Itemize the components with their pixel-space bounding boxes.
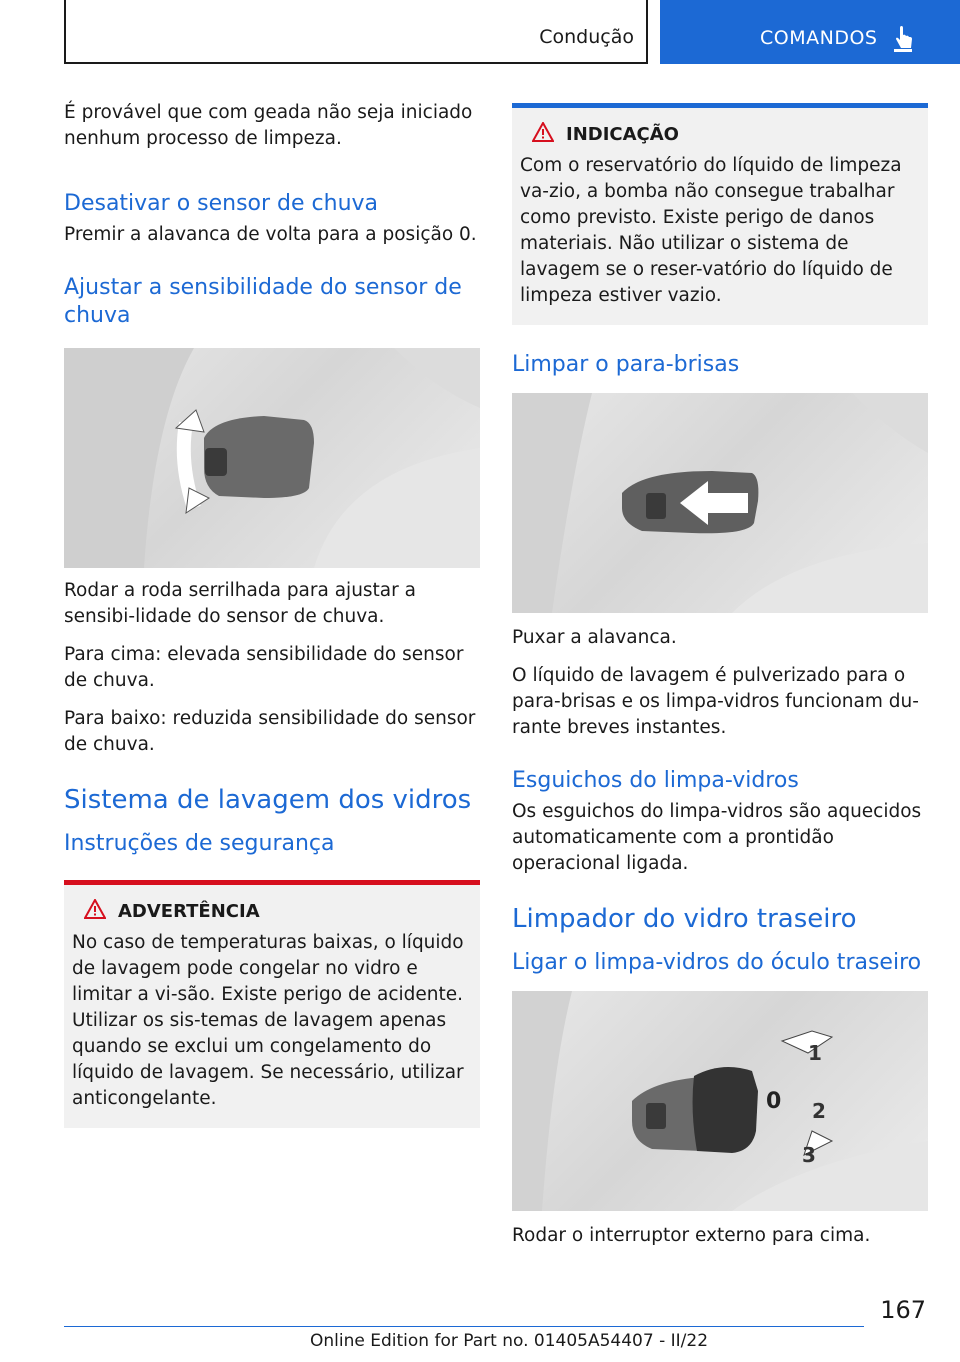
- note-box: [512, 103, 928, 325]
- page-number: 167: [880, 1296, 926, 1324]
- footer-divider: [64, 1326, 864, 1327]
- heading-rear-wiper: Limpador do vidro traseiro: [512, 904, 857, 934]
- rear-wiper-switch-illustration: [512, 991, 928, 1211]
- heading-washer-system: Sistema de lavagem dos vidros: [64, 785, 472, 815]
- heading-turn-on-rear-wiper: Ligar o limpa-vidros do óculo traseiro: [512, 950, 922, 975]
- paragraph-heated-jets: Os esguichos do limpa-vidros são aquecidos automaticamente com a prontidão operacional ligada.: [512, 801, 922, 874]
- warning-title: ADVERTÊNCIA: [118, 901, 260, 922]
- warning-text: No caso de temperaturas baixas, o líquido de lavagem pode congelar no vidro e limitar a vi-são. Existe perigo de acidente. Utilizar os sis-temas de lavagem apenas quando se exclui um congelamento do líquido de lavagem. Se necessário, utilizar anticongelante.: [72, 932, 464, 1109]
- note-triangle-icon: [532, 122, 554, 147]
- paragraph-down-low-sensitivity: Para baixo: reduzida sensibilidade do sensor de chuva.: [64, 708, 476, 755]
- paragraph-up-high-sensitivity: Para cima: elevada sensibilidade do sensor de chuva.: [64, 644, 464, 691]
- paragraph-fluid-sprayed: O líquido de lavagem é pulverizado para o para-brisas e os limpa-vidros funcionam du-rante breves instantes.: [512, 665, 919, 738]
- note-title: INDICAÇÃO: [566, 124, 679, 145]
- paragraph-rotate-switch-up: Rodar o interruptor externo para cima.: [512, 1225, 871, 1246]
- heading-adjust-sensitivity: Ajustar a sensibilidade do sensor de chuva: [64, 275, 462, 328]
- hand-pointer-icon: [892, 26, 914, 56]
- heading-clean-windshield: Limpar o para-brisas: [512, 352, 740, 377]
- heading-washer-jets: Esguichos do limpa-vidros: [512, 768, 799, 793]
- warning-box: [64, 880, 480, 1128]
- header-chapter-title: COMANDOS: [760, 27, 878, 49]
- paragraph-pull-lever: Puxar a alavanca.: [512, 627, 677, 648]
- header-chapter-tab[interactable]: [660, 0, 960, 64]
- left-column: [64, 100, 480, 1128]
- position-label-0: 0: [766, 1089, 782, 1114]
- right-column: [512, 103, 928, 1261]
- footer-edition: Online Edition for Part no. 01405A54407 - II/22: [310, 1331, 709, 1351]
- position-label-3: 3: [802, 1143, 816, 1167]
- warning-triangle-icon: [84, 899, 106, 924]
- note-text: Com o reservatório do líquido de limpeza va-zio, a bomba não consegue trabalhar como previsto. Existe perigo de danos materiais. Não utilizar o sistema de lavagem se o reser-vatório do líquido de limpeza estiver vazio.: [520, 155, 902, 306]
- header-section-title: Condução: [539, 26, 634, 48]
- paragraph-rotate-wheel: Rodar a roda serrilhada para ajustar a sensibi-lidade do sensor de chuva.: [64, 580, 416, 627]
- heading-safety-instructions: Instruções de segurança: [64, 831, 335, 856]
- thumbwheel-illustration: [64, 348, 480, 568]
- heading-deactivate-rain-sensor: Desativar o sensor de chuva: [64, 191, 379, 216]
- pull-lever-illustration: [512, 393, 928, 613]
- intro-paragraph: É provável que com geada não seja iniciado nenhum processo de limpeza.: [64, 102, 473, 149]
- paragraph-deactivate: Premir a alavanca de volta para a posição 0.: [64, 224, 477, 245]
- position-label-1: 1: [808, 1041, 822, 1065]
- position-label-2: 2: [812, 1099, 826, 1123]
